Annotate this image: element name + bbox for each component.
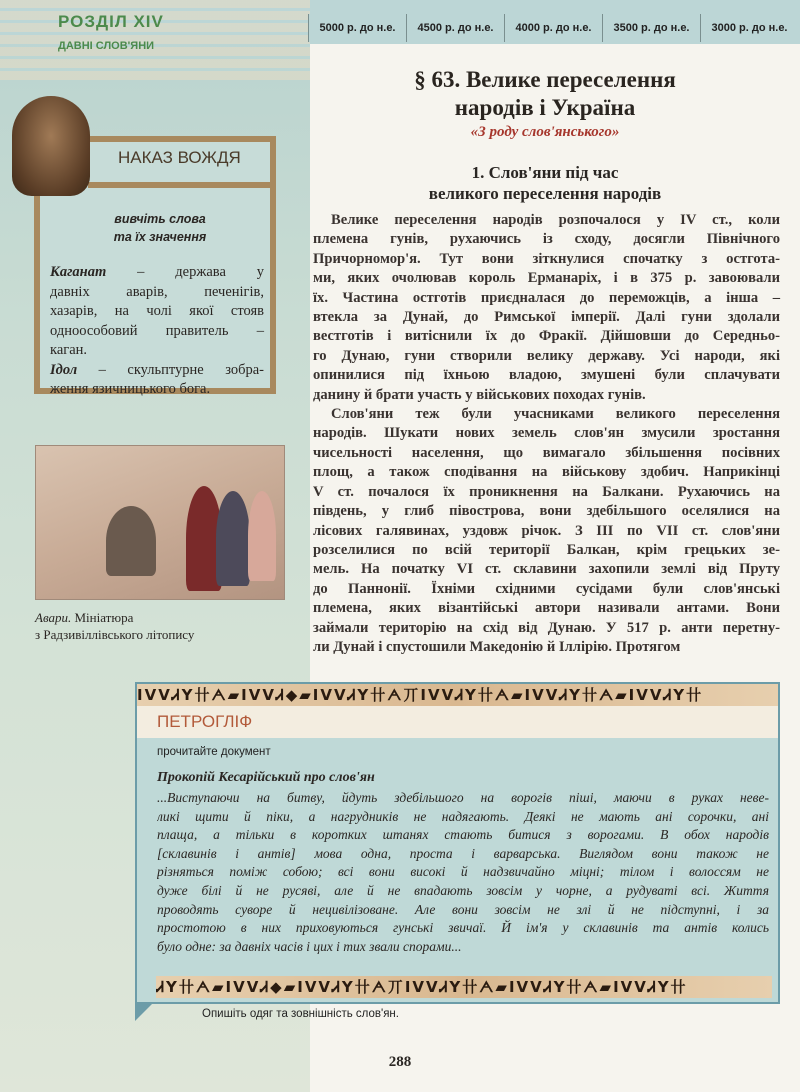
text-line: Слов'яни теж були учасниками великого переселення	[331, 406, 780, 423]
text-line: го Дунаю, гуни створили велику державу. Усі народи, які	[313, 347, 780, 364]
speech-tail	[135, 1003, 153, 1021]
definition-text: хазарів, на чолі якої стояв	[50, 303, 264, 319]
glossary-box-title: НАКАЗ ВОЖДЯ	[118, 148, 241, 167]
definition-text: ження язичницького бога.	[50, 381, 211, 397]
timeline-cell: 5000 р. до н.е.	[308, 14, 406, 42]
caption-text: з Радзивіллівського літопису	[35, 627, 195, 642]
petroglyph-instruction: прочитайте документ	[157, 746, 271, 758]
text-line: народів. Шукати нових земель слов'ян змусили зростання	[313, 425, 780, 442]
definition-text: давніх аварів, печенігів,	[50, 283, 264, 300]
text-line: данину й брати участь у військових походах гунів.	[313, 386, 646, 403]
timeline	[308, 14, 798, 42]
page-number: 288	[388, 1054, 412, 1070]
text-line: втекла за Дунай, до Римської імперії. Далі гуни здолали	[313, 309, 780, 326]
instruction-line: та їх значення	[113, 230, 207, 244]
chapter-number: РОЗДІЛ XIV	[58, 12, 164, 31]
frame-divider	[88, 182, 276, 188]
timeline-cell: 3500 р. до н.е.	[602, 14, 700, 42]
text-line: було одне: за давніх часів і цих і тих звали спорами...	[157, 938, 462, 954]
text-line: їх. Частина остготів приєдналася до переможців, а інша –	[313, 289, 780, 306]
text-line: південь, у глиб півострова, вони здебільшого оселялися на	[313, 503, 780, 520]
definition-text: каган.	[50, 342, 88, 358]
question-text: Опишіть одяг та зовнішність слов'ян.	[202, 1008, 399, 1020]
document-title: Прокопій Кесарійський про слов'ян	[157, 770, 375, 785]
definition-text: одноособовий правитель –	[50, 322, 264, 339]
timeline-cell: 4000 р. до н.е.	[504, 14, 602, 42]
caption-text: Мініатюра	[71, 610, 134, 625]
glyph-strip-bottom: ᏗY卄ᗅ▰IVVᏗ◆▰IVVᏗY卄ᗅ丌IVVᏗY卄ᗅ▰IVVᏗY卄ᗅ▰IVVᏗY卄	[156, 976, 771, 998]
text-line: проводять суворе й нецивілізоване. Але вони зовсім не злі й не підступні, і за	[157, 901, 769, 917]
glyph-strip-top: IVVᏗY卄ᗅ▰IVVᏗ◆▰IVVᏗY卄ᗅ丌IVVᏗY卄ᗅ▰IVVᏗY卄ᗅ▰IVVᏗY卄	[137, 684, 778, 706]
text-line: до Паннонії. Їхніми східними сусідами були слов'янські	[313, 580, 780, 597]
text-line: займали територію на схід від Дунаю. У 517 р. анти перетну-	[313, 619, 780, 636]
text-line: ликі щити й піки, а нагрудників не надягають. Деякі не мають ані сорочки, ані	[157, 808, 769, 824]
text-line: V ст. почалося їх проникнення на Балкани. Рухаючись на	[313, 483, 780, 500]
text-line: ми, яких очолював король Ерманаріх, і в 375 р. завоювали	[313, 270, 780, 287]
page-title: § 63. Велике переселення	[414, 67, 676, 92]
text-line: різняться поміж собою; всі вони високі й надзвичайно міцні; тілом і волоссям не	[157, 864, 769, 880]
timeline-cell: 3000 р. до н.е.	[700, 14, 798, 42]
text-line: розселилися по всій території Балкан, крім грецьких зе-	[313, 541, 780, 558]
petroglyph-title: ПЕТРОГЛІФ	[157, 712, 253, 731]
section-heading-line: 1. Слов'яни під час	[471, 163, 619, 182]
chapter-title: ДАВНІ СЛОВ'ЯНИ	[58, 40, 155, 52]
chief-portrait-image	[12, 96, 90, 196]
glossary-term: Ідол	[50, 361, 78, 378]
section-heading-line: великого переселення народів	[428, 184, 662, 203]
petroglyph-header	[137, 706, 778, 738]
text-line: плаща, а тільки в коротких штанях стають битися з ворогами. В обох народів	[157, 827, 769, 843]
document-text	[157, 789, 769, 956]
text-line: Велике переселення народів розпочалося у IV ст., коли	[331, 212, 780, 228]
page-subtitle: «З роду слов'янського»	[470, 124, 620, 140]
figure-shape	[248, 491, 276, 581]
figure-shape	[106, 506, 156, 576]
text-line: опинилися під їхньою владою, змушені були сплачувати	[313, 367, 780, 384]
glossary-term: Каганат	[50, 264, 107, 280]
caption-italic: Авари.	[35, 610, 72, 625]
image-caption	[35, 609, 194, 643]
text-line: дуже білі й не русяві, але й не впадають зовсім у чорне, а рудуваті всі. Життя	[157, 882, 769, 898]
instruction-line: вивчіть слова	[114, 212, 206, 226]
text-line: [склавинів і антів] мова одна, проста і варварська. Виглядом вони також не	[157, 845, 769, 861]
text-line: площ, а також сподівання на військову здобич. Наприкінці	[313, 464, 780, 481]
definition-text: – скульптурне зобра-	[98, 361, 264, 378]
definition-text: – держава у	[137, 264, 264, 280]
glossary-instruction	[60, 210, 260, 246]
miniature-image	[35, 445, 285, 600]
text-line: Причорномор'я. Тут вони зіткнулися спочатку з остгота-	[313, 250, 780, 267]
section-heading	[320, 162, 770, 204]
page-title-line2: народів і Україна	[454, 95, 636, 120]
text-line: ли Дунай і спустошили Македонію й Іллірію. Протягом	[313, 638, 681, 655]
text-line: племена, яких візантійські автори називали антами. Вони	[313, 600, 780, 617]
text-line: чисельності населення, що вимагало збільшення посівних	[313, 444, 780, 461]
text-line: племена гунів, рухаючись із сходу, досягли Північного	[313, 231, 780, 248]
text-line: лісових галявинах, уздовж річок. З III по VII ст. слов'яни	[313, 522, 780, 539]
figure-shape	[216, 491, 250, 586]
text-line: простотою в них приховуються гунські звичаї. Й ім'я у склавинів та антів колись	[157, 920, 769, 936]
text-line: вестготів і витіснили їх до Фракії. Дійшовши до Середньо-	[313, 328, 780, 345]
text-line: ...Виступаючи на битву, йдуть здебільшого на ворогів піші, маючи в руках неве-	[157, 790, 769, 805]
glossary-definitions	[50, 263, 264, 400]
text-line: мель. На початку VI ст. склавини захопили землі від Пруту	[313, 561, 780, 578]
petroglyph-box	[135, 682, 780, 1004]
timeline-cell: 4500 р. до н.е.	[406, 14, 504, 42]
body-text	[313, 211, 780, 657]
